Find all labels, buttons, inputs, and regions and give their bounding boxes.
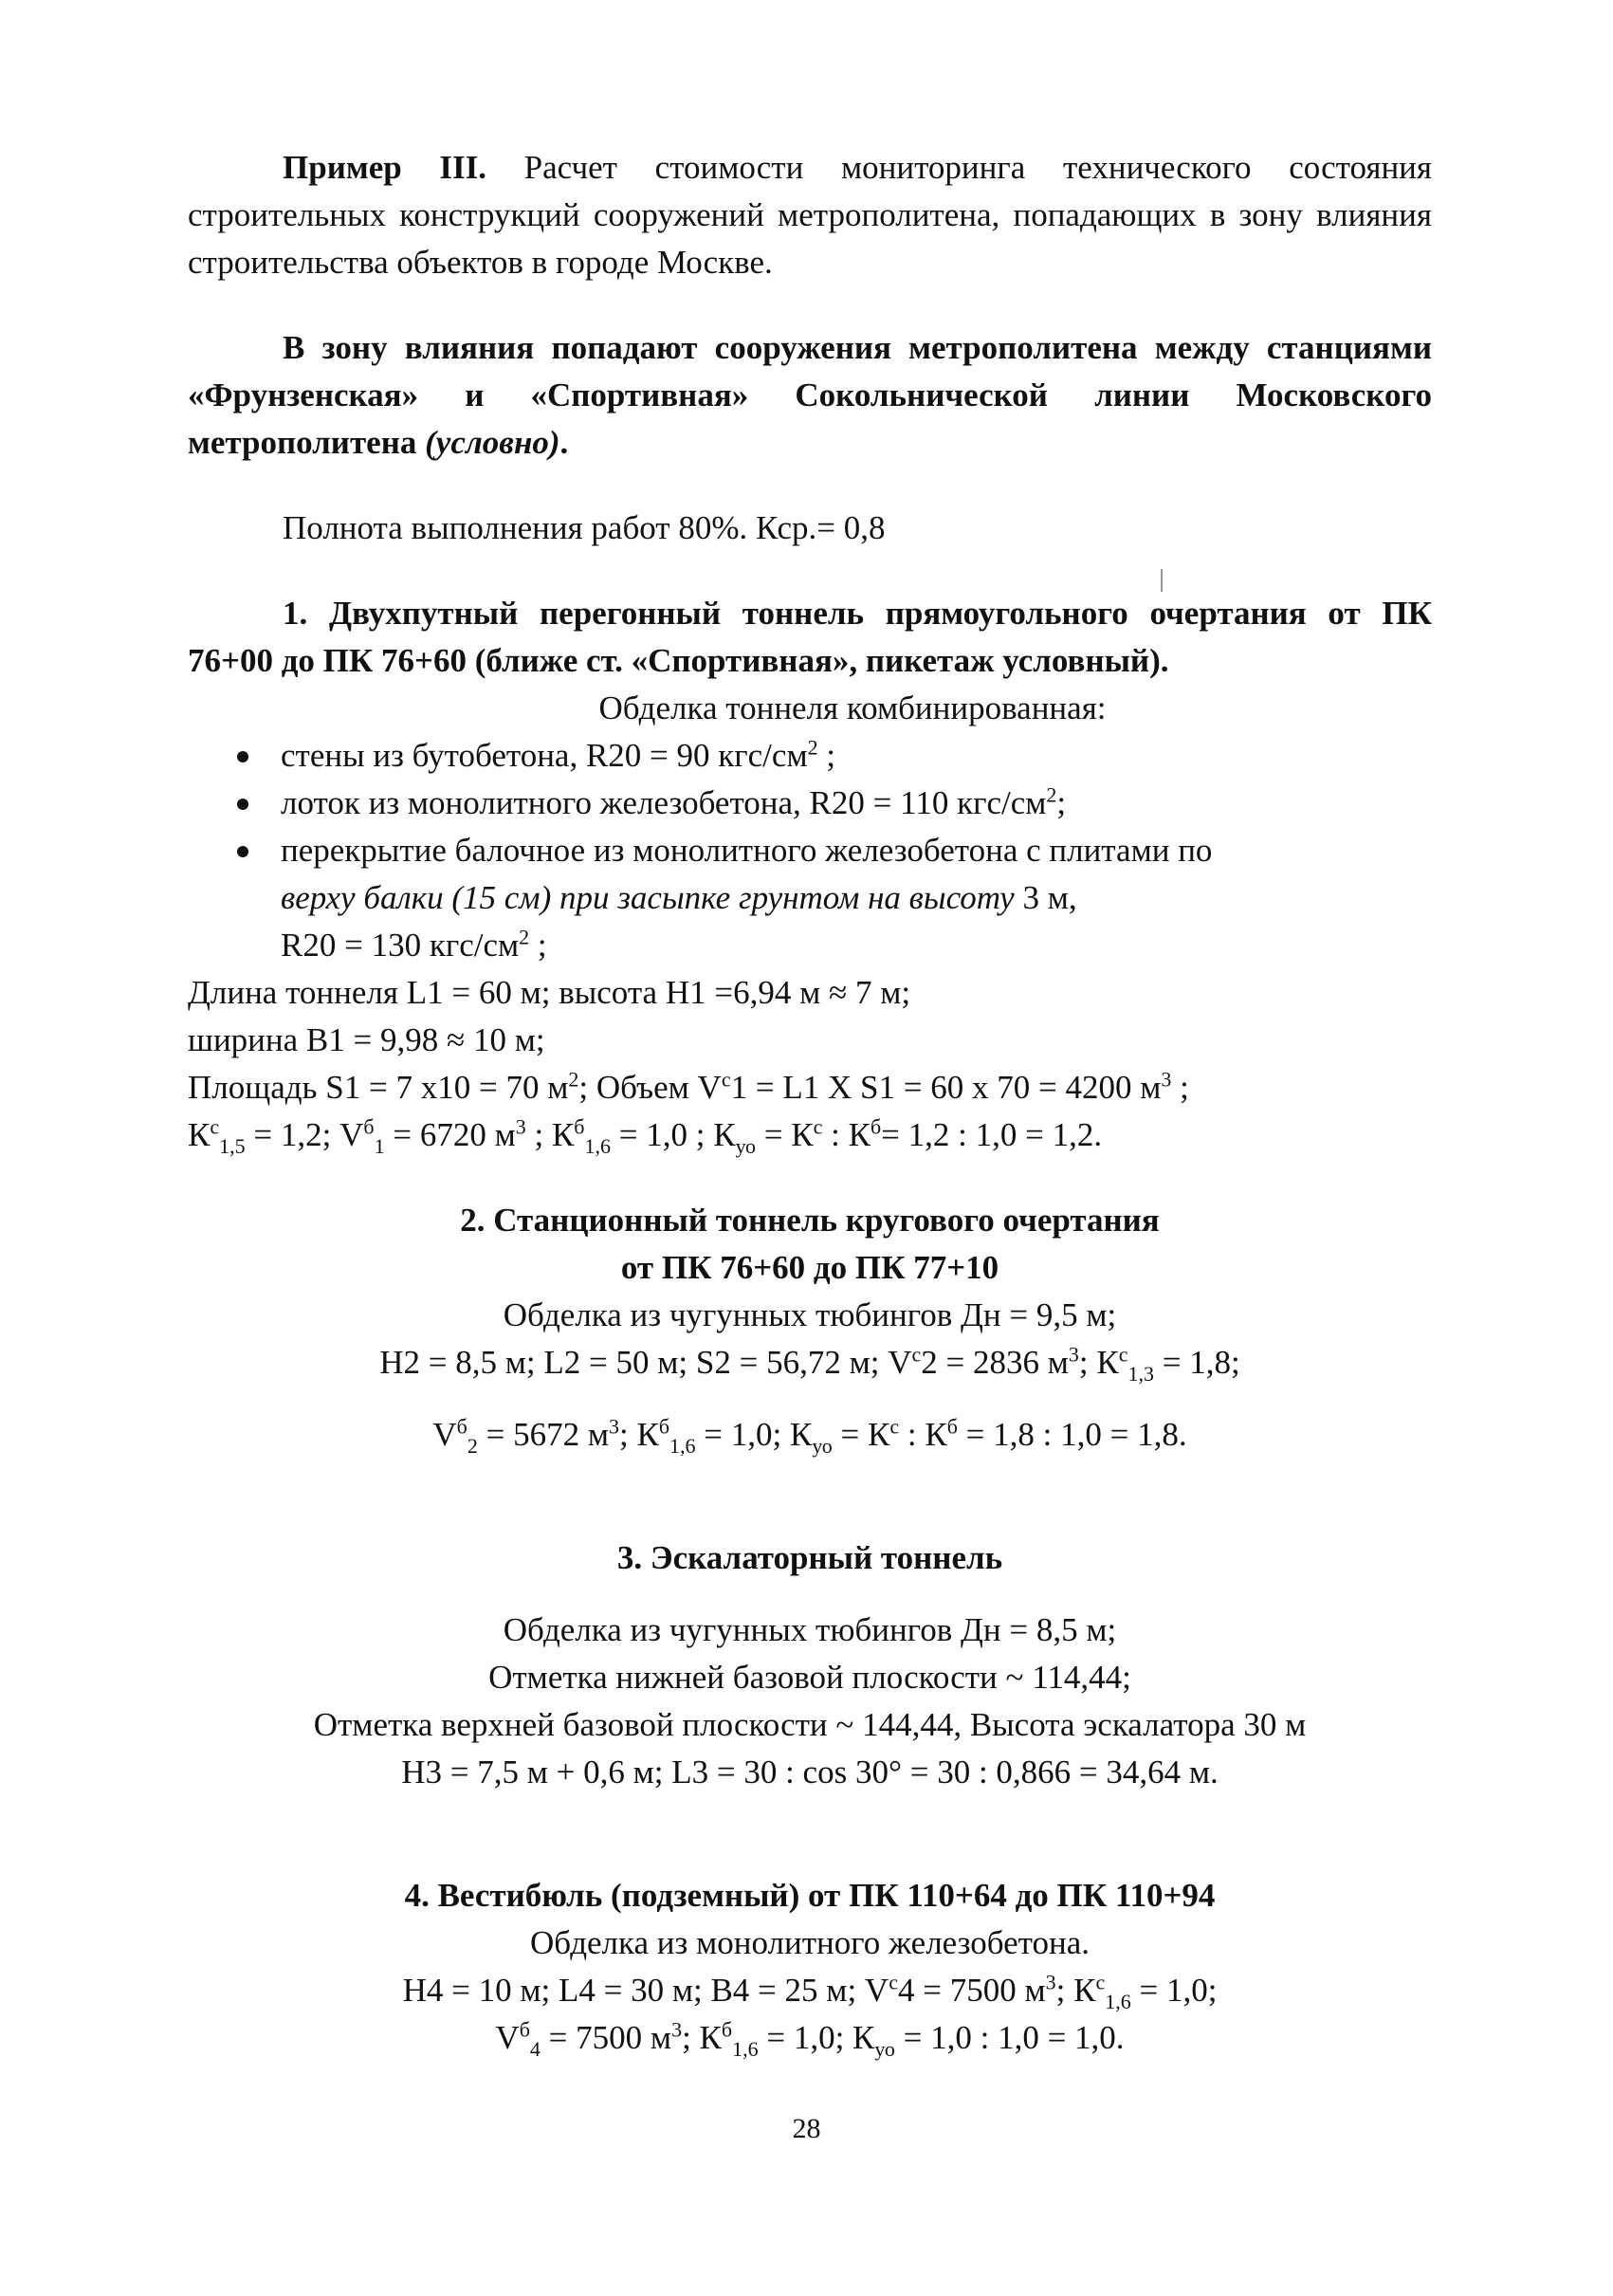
intro-paragraph <box>188 144 1432 286</box>
document-page <box>188 144 1432 2062</box>
section-3-line-1: Обделка из чугунных тюбингов Дн = 8,5 м; <box>503 1611 1117 1648</box>
bullet-icon <box>237 846 248 857</box>
section-4-calc-1: Н4 = 10 м; L4 = 30 м; В4 = 25 м; $V^с4 = 7500$ $м^3$; $К^с_{1,6} = 1,0$; <box>402 1970 1218 2013</box>
section-2-lining: Обделка из чугунных тюбингов Дн = 9,5 м; <box>503 1296 1117 1333</box>
list-item: стены из бутобетона, R20 = 90 кгс/$см^2$ ; <box>237 732 1432 780</box>
section-1-calc-4: $К^с_{1,5} = 1,2$; $V^б_1 = 6720$ $м^3$ ; $К^б_{1,6} = 1,0$ ; $К_{уо} = К^с$ : $К^б= 1,2$ : 1,0 = 1,2. <box>188 1114 1103 1158</box>
intro-text: Расчет стоимости мониторинга технического состояния строительных конструкций сооружений метрополитена, попадающих в зону влияния строительства объектов в городе Москве. <box>188 149 1433 281</box>
list-item: лоток из монолитного железобетона, R20 = 110 кгс/$см^2$; <box>237 780 1432 827</box>
section-1-list <box>188 732 1432 922</box>
zone-note: (условно) <box>425 424 560 461</box>
page-number: 28 <box>792 2113 821 2144</box>
section-2-range: от ПК 76+60 до ПК 77+10 <box>620 1249 999 1286</box>
section-3-line-4: Н3 = 7,5 м + 0,6 м; L3 = 30 : cos 30° = 30 : 0,866 = 34,64 м. <box>401 1754 1219 1791</box>
zone-paragraph: В зону влияния попадают сооружения метрополитена между станциями «Фрунзенская» и «Спортивная» Сокольнической линии Московского метрополитена (условно). <box>188 329 1432 461</box>
section-1-calc-3: Площадь S1 = 7 х10 = 70 $м^2$; Объем $V^с1 = L1$ Х S1 = 60 х 70 = 4200 $м^3$ ; <box>188 1067 1189 1106</box>
section-1-calc-1: Длина тоннеля L1 = 60 м; высота Н1 =6,94 м ≈ 7 м; <box>188 974 911 1011</box>
section-1-calc-2: ширина В1 = 9,98 ≈ 10 м; <box>188 1021 545 1058</box>
section-3-heading: 3. Эскалаторный тоннель <box>616 1539 1003 1576</box>
section-1-heading: 1. Двухпутный перегонный тоннель прямоугольного очертания от ПК 76+00 до ПК 76+60 (ближе ст. «Спортивная», пикетаж условный). <box>188 595 1432 679</box>
section-4-heading: 4. Вестибюль (подземный) от ПК 110+64 до ПК 110+94 <box>404 1877 1216 1914</box>
completeness-line: Полнота выполнения работ 80%. Кср.= 0,8 <box>283 509 886 546</box>
example-label: Пример III. <box>283 149 486 186</box>
section-4-lining: Обделка из монолитного железобетона. <box>530 1924 1090 1961</box>
section-3-line-3: Отметка верхней базовой плоскости ~ 144,44, Высота эскалатора 30 м <box>313 1706 1307 1743</box>
section-1-lining: Обделка тоннеля комбинированная: <box>598 689 1107 726</box>
bullet-icon <box>237 751 248 762</box>
section-2-heading: 2. Станционный тоннель кругового очертания <box>460 1202 1160 1239</box>
zone-text: В зону влияния попадают сооружения метрополитена между станциями «Фрунзенская» и «Спортивная» Сокольнической линии Московского метрополитена <box>188 329 1432 461</box>
list-item: перекрытие балочное из монолитного железобетона с плитами по верху балки (15 см) при засыпке грунтом на высоту 3 м, <box>237 827 1432 922</box>
bullet-3-strength: R20 = 130 кгс/$см^2$ ; <box>281 925 547 964</box>
bullet-icon <box>237 799 248 810</box>
section-3-line-2: Отметка нижней базовой плоскости ~ 114,44; <box>488 1659 1131 1696</box>
section-2-calc-2: $V^б_2 = 5672$ $м^3$; $К^б_{1,6} = 1,0$; $К_{уо} = К^с$ : $К^б = 1,8$ : 1,0 = 1,8. <box>432 1414 1187 1458</box>
section-2-calc-1: Н2 = 8,5 м; L2 = 50 м; S2 = 56,72 м; $V^с2 = 2836$ $м^3$; $К^с_{1,3} = 1,8$; <box>379 1342 1240 1386</box>
section-4-calc-2: $V^б_4 = 7500$ $м^3$; $К^б_{1,6} = 1,0$; $К_{уо} = 1,0$ : 1,0 = 1,0. <box>495 2017 1125 2061</box>
